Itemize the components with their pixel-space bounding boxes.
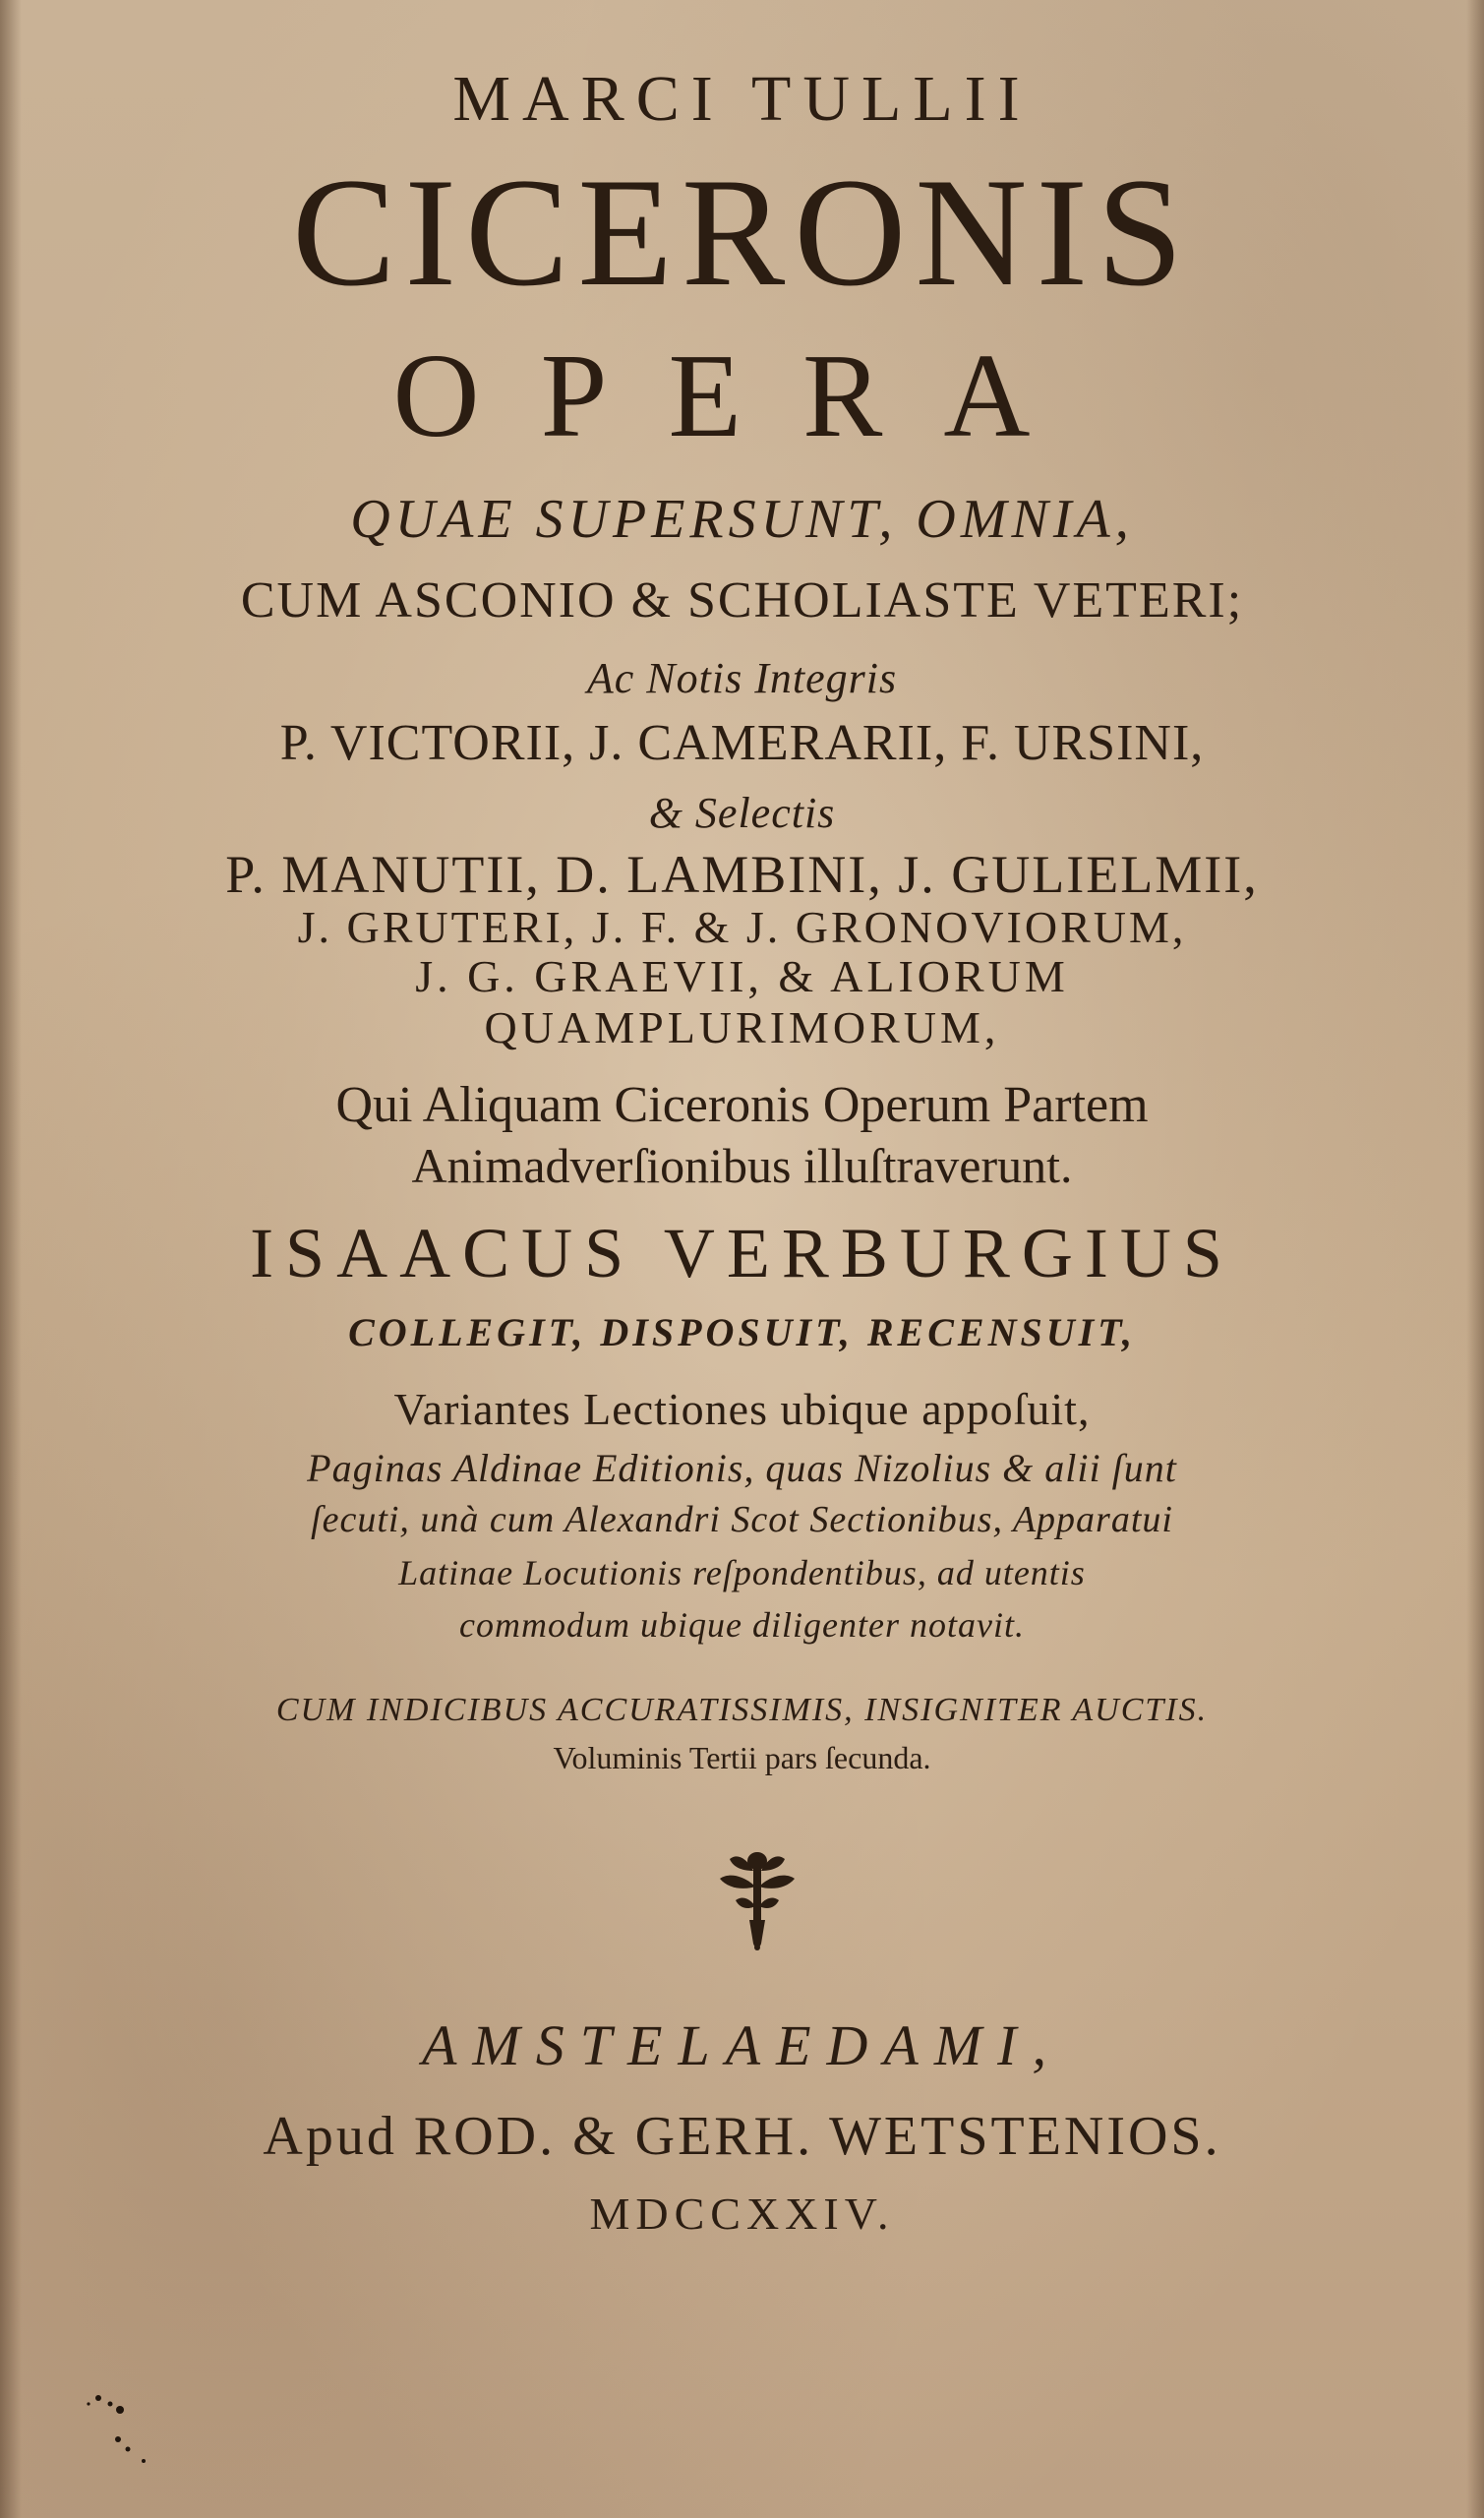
ink-specks (59, 2390, 167, 2469)
notes-intro: Ac Notis Integris (586, 654, 898, 702)
qui-line-2: Animadverſionibus illuſtraverunt. (411, 1138, 1073, 1193)
paginas-line-1: Paginas Aldinae Editionis, quas Nizolius & alii ſunt (307, 1446, 1177, 1490)
volume-line: Voluminis Tertii pars ſecunda. (553, 1740, 931, 1775)
select-names-2: J. GRUTERI, J. F. & J. GRONOVIORUM, (297, 902, 1187, 952)
select-intro: & Selectis (648, 789, 836, 837)
paginas-line-4: commodum ubique diligenter notavit. (459, 1605, 1025, 1645)
author-line: MARCI TULLII (452, 63, 1032, 135)
select-names-1: P. MANUTII, D. LAMBINI, J. GULIELMII, (225, 845, 1259, 904)
publisher-line: Apud ROD. & GERH. WETSTENIOS. (263, 2106, 1221, 2167)
editor-action: COLLEGIT, DISPOSUIT, RECENSUIT, (348, 1310, 1136, 1354)
subtitle-line-2: CUM ASCONIO & SCHOLIASTE VETERI; (240, 572, 1244, 629)
select-names-4: QUAMPLURIMORUM, (484, 1002, 1000, 1052)
subtitle-line-1: QUAE SUPERSUNT, OMNIA, (350, 489, 1134, 550)
variants-line: Variantes Lectiones ubique appoſuit, (393, 1384, 1091, 1434)
year-line: MDCCXXIV. (589, 2188, 895, 2239)
work-title: OPERA (392, 330, 1092, 462)
paginas-line-2: ſecuti, unà cum Alexandri Scot Sectionibus, Apparatui (311, 1499, 1173, 1540)
qui-line-1: Qui Aliquam Ciceronis Operum Partem (335, 1077, 1149, 1133)
paginas-line-3: Latinae Locutionis reſpondentibus, ad utentis (398, 1553, 1086, 1592)
editor-name: ISAACUS VERBURGIUS (250, 1214, 1234, 1292)
fleuron-ornament-icon (710, 1849, 804, 1951)
indices-line: CUM INDICIBUS ACCURATISSIMIS, INSIGNITER AUCTIS. (275, 1692, 1209, 1728)
notes-names: P. VICTORII, J. CAMERARII, F. URSINI, (279, 715, 1205, 771)
author-name: CICERONIS (292, 147, 1192, 319)
select-names-3: J. G. GRAEVII, & ALIORUM (415, 951, 1069, 1001)
place-line: AMSTELAEDAMI, (422, 2013, 1062, 2077)
